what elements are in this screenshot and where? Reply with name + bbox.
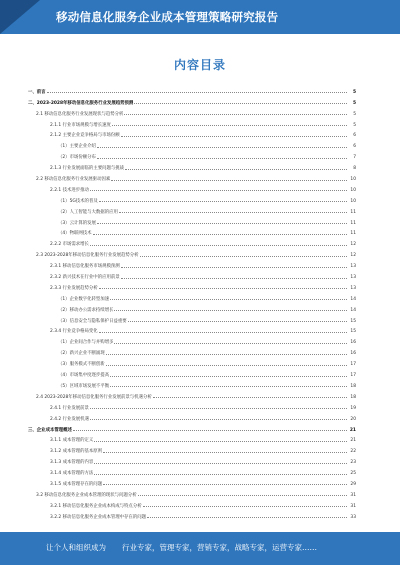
toc-leader-dots	[138, 495, 347, 496]
toc-entry-text: （2）新兴企业不断涌现	[58, 351, 105, 357]
toc-leader-dots	[97, 158, 347, 159]
toc-entry-page: 6	[353, 144, 356, 150]
table-of-contents	[28, 84, 356, 520]
toc-leader-dots	[124, 114, 347, 115]
report-title: 移动信息化服务企业成本管理策略研究报告	[56, 10, 279, 24]
toc-entry-page: 17	[350, 362, 356, 368]
toc-leader-dots	[143, 506, 347, 507]
toc-leader-dots	[121, 278, 347, 279]
toc-entry[interactable]	[28, 356, 356, 367]
toc-leader-dots	[112, 125, 347, 126]
page-footer	[0, 532, 400, 565]
toc-entry[interactable]	[28, 138, 356, 149]
toc-entry[interactable]	[28, 498, 356, 509]
toc-entry-text: （4）市场集中度逐步提高	[58, 373, 110, 379]
toc-entry-page: 17	[350, 373, 356, 379]
toc-entry[interactable]	[28, 171, 356, 182]
toc-entry-page: 25	[350, 471, 356, 477]
toc-entry[interactable]	[28, 367, 356, 378]
toc-leader-dots	[125, 169, 347, 170]
toc-entry-text: （3）云计算的发展	[58, 220, 96, 226]
toc-entry-page: 19	[350, 405, 356, 411]
toc-entry-text: 2.2.2 市场需求增长	[50, 242, 89, 248]
toc-entry-page: 33	[350, 514, 356, 520]
toc-leader-dots	[94, 441, 347, 442]
toc-entry-text: （3）服务模式不断创新	[58, 362, 105, 368]
toc-entry-text: 2.3.4 行业竞争格局变化	[50, 329, 98, 335]
toc-entry[interactable]	[28, 389, 356, 400]
toc-entry-text: （2）移动办公需求持续增长	[58, 307, 114, 313]
toc-entry[interactable]	[28, 128, 356, 139]
toc-leader-dots	[93, 234, 347, 235]
toc-entry-text: （5）区域市场发展不平衡	[58, 383, 110, 389]
toc-entry-text: 3.1.3 成本管理的内容	[50, 460, 94, 466]
toc-entry[interactable]	[28, 302, 356, 313]
toc-entry-page: 7	[353, 155, 356, 161]
toc-entry-text: 3.2.2 移动信息化服务企业成本管理中存在的问题	[50, 514, 146, 520]
toc-leader-dots	[90, 408, 347, 409]
toc-entry[interactable]	[28, 291, 356, 302]
toc-entry-text: （3）信息安全与隐私保护日益重要	[58, 318, 127, 324]
toc-entry-page: 13	[350, 275, 356, 281]
toc-leader-dots	[94, 474, 347, 475]
toc-entry-page: 21	[350, 438, 356, 444]
toc-entry-text: （2）人工智能与大数据的应用	[58, 209, 118, 215]
toc-leader-dots	[73, 430, 347, 431]
toc-entry-text: 2.3.3 行业发展趋势分析	[50, 285, 98, 291]
toc-leader-dots	[147, 517, 347, 518]
footer-left-text: 让个人和组织成为	[46, 543, 106, 552]
toc-entry-text: 2.1 移动信息化服务行业发展现状与趋势分析	[36, 111, 124, 117]
toc-leader-dots	[90, 419, 347, 420]
toc-leader-dots	[119, 212, 347, 213]
toc-entry-page: 21	[349, 427, 356, 433]
toc-leader-dots	[153, 397, 347, 398]
toc-leader-dots	[106, 354, 347, 355]
toc-entry-text: 2.4 2023-2028年移动信息化服务行业发展前景与机遇分析	[36, 394, 152, 400]
toc-leader-dots	[99, 332, 347, 333]
toc-entry[interactable]	[28, 313, 356, 324]
toc-leader-dots	[103, 452, 347, 453]
toc-entry-text: 2.1.1 行业市场规模与增长速度	[50, 122, 111, 128]
toc-entry-page: 13	[350, 264, 356, 270]
toc-entry[interactable]	[28, 334, 356, 345]
toc-entry-text: 3.1.2 成本管理的基本原则	[50, 449, 103, 455]
toc-entry-page: 12	[350, 242, 356, 248]
toc-entry-text: 二、2023-2028年移动信息化服务行业发展趋势预测	[28, 100, 134, 106]
toc-entry-page: 5	[352, 100, 356, 106]
toc-entry[interactable]	[28, 215, 356, 226]
toc-entry[interactable]	[28, 204, 356, 215]
toc-entry-text: 一、前言	[28, 89, 46, 95]
toc-entry-text: 2.2 移动信息化服务行业发展驱动因素	[36, 177, 111, 183]
toc-leader-dots	[110, 386, 347, 387]
toc-entry[interactable]	[28, 433, 356, 444]
toc-entry[interactable]	[28, 95, 356, 106]
toc-entry-text: （1）主要企业介绍	[58, 144, 96, 150]
toc-leader-dots	[103, 484, 347, 485]
toc-entry[interactable]	[28, 345, 356, 356]
toc-entry-page: 12	[350, 253, 356, 259]
toc-leader-dots	[99, 201, 347, 202]
toc-entry[interactable]	[28, 476, 356, 487]
header-corner-decoration	[0, 0, 40, 34]
toc-entry[interactable]	[28, 226, 356, 237]
toc-entry-page: 10	[350, 187, 356, 193]
toc-entry[interactable]	[28, 422, 356, 433]
toc-entry-page: 31	[350, 492, 356, 498]
footer-right-text: 行业专家，管理专家，营销专家，战略专家，运营专家……	[122, 543, 317, 552]
toc-entry-page: 5	[353, 122, 356, 128]
toc-entry-page: 16	[350, 351, 356, 357]
toc-entry-page: 14	[350, 296, 356, 302]
toc-leader-dots	[110, 376, 347, 377]
toc-entry-text: 2.1.2 主要企业竞争格局与市场份额	[50, 133, 120, 139]
toc-leader-dots	[110, 299, 347, 300]
toc-entry-text: 2.4.2 行业发展机遇	[50, 416, 89, 422]
toc-entry-text: 3.2 移动信息化服务企业成本管理的现状与问题分析	[36, 492, 137, 498]
toc-entry-page: 15	[350, 318, 356, 324]
toc-leader-dots	[99, 288, 347, 289]
toc-entry[interactable]	[28, 378, 356, 389]
toc-entry-page: 8	[353, 166, 356, 172]
toc-entry[interactable]	[28, 324, 356, 335]
toc-entry-page: 6	[353, 133, 356, 139]
toc-entry[interactable]	[28, 193, 356, 204]
toc-entry-page: 14	[350, 307, 356, 313]
toc-entry-text: 三、企业成本管理概述	[28, 427, 72, 433]
toc-heading: 内容目录	[173, 58, 226, 72]
toc-entry-page: 5	[352, 89, 356, 95]
toc-entry[interactable]	[28, 487, 356, 498]
toc-entry-text: 2.3.2 新兴技术在行业中的应用前景	[50, 275, 120, 281]
toc-entry-page: 13	[350, 285, 356, 291]
toc-entry[interactable]	[28, 160, 356, 171]
toc-leader-dots	[47, 92, 347, 93]
toc-entry[interactable]	[28, 117, 356, 128]
toc-leader-dots	[128, 321, 347, 322]
toc-leader-dots	[90, 190, 347, 191]
toc-entry-text: （1）企业数字化转型加速	[58, 296, 110, 302]
toc-entry-text: 3.1.4 成本管理的方法	[50, 471, 94, 477]
toc-entry-text: 3.2.1 移动信息化服务企业成本构成与特点分析	[50, 503, 142, 509]
toc-leader-dots	[134, 103, 347, 104]
toc-entry-text: （2）市场份额分布	[58, 155, 96, 161]
toc-leader-dots	[121, 136, 347, 137]
toc-leader-dots	[121, 267, 347, 268]
toc-entry[interactable]	[28, 454, 356, 465]
toc-entry-text: 2.3 2023-2028年移动信息化服务行业发展趋势分析	[36, 253, 139, 259]
toc-entry-text: 2.4.1 行业发展前景	[50, 405, 89, 411]
toc-entry-page: 16	[350, 340, 356, 346]
toc-entry[interactable]	[28, 509, 356, 520]
toc-entry-page: 15	[350, 329, 356, 335]
toc-leader-dots	[97, 223, 347, 224]
toc-entry-text: 3.1.1 成本管理的定义	[50, 438, 94, 444]
toc-entry[interactable]	[28, 236, 356, 247]
toc-leader-dots	[106, 365, 347, 366]
toc-entry-page: 29	[350, 481, 356, 487]
toc-entry-text: 2.1.3 行业发展面临的主要问题与挑战	[50, 166, 125, 172]
toc-entry-page: 18	[350, 383, 356, 389]
toc-entry[interactable]	[28, 182, 356, 193]
toc-entry-text: （1）企业间合作与并购增多	[58, 340, 114, 346]
toc-entry-page: 22	[350, 449, 356, 455]
toc-entry[interactable]	[28, 106, 356, 117]
toc-leader-dots	[90, 245, 347, 246]
toc-entry[interactable]	[28, 443, 356, 454]
toc-leader-dots	[114, 310, 347, 311]
toc-entry-text: 2.2.1 技术进步推动	[50, 187, 89, 193]
toc-entry-text: （1）5G技术的普及	[58, 198, 98, 204]
toc-entry[interactable]	[28, 149, 356, 160]
toc-entry-text: （4）物联网技术	[58, 231, 92, 237]
toc-leader-dots	[114, 343, 347, 344]
toc-entry-page: 11	[350, 220, 356, 226]
toc-leader-dots	[94, 463, 347, 464]
toc-entry[interactable]	[28, 465, 356, 476]
toc-entry-page: 20	[350, 416, 356, 422]
toc-entry-page: 23	[350, 460, 356, 466]
toc-entry-text: 2.3.1 移动信息化服务市场规模预测	[50, 264, 120, 270]
toc-entry-page: 18	[350, 394, 356, 400]
toc-leader-dots	[111, 180, 347, 181]
toc-entry-page: 10	[350, 177, 356, 183]
toc-entry[interactable]	[28, 400, 356, 411]
page-header	[0, 0, 400, 34]
toc-entry-text: 3.1.5 成本管理存在的问题	[50, 481, 103, 487]
toc-entry-page: 10	[350, 198, 356, 204]
toc-entry-page: 5	[353, 111, 356, 117]
toc-entry[interactable]	[28, 280, 356, 291]
toc-entry[interactable]	[28, 411, 356, 422]
toc-entry[interactable]	[28, 247, 356, 258]
toc-entry[interactable]	[28, 258, 356, 269]
toc-entry[interactable]	[28, 269, 356, 280]
toc-leader-dots	[97, 147, 347, 148]
toc-leader-dots	[140, 256, 347, 257]
toc-entry-page: 11	[350, 231, 356, 237]
toc-entry[interactable]	[28, 84, 356, 95]
toc-entry-page: 11	[350, 209, 356, 215]
toc-entry-page: 31	[350, 503, 356, 509]
